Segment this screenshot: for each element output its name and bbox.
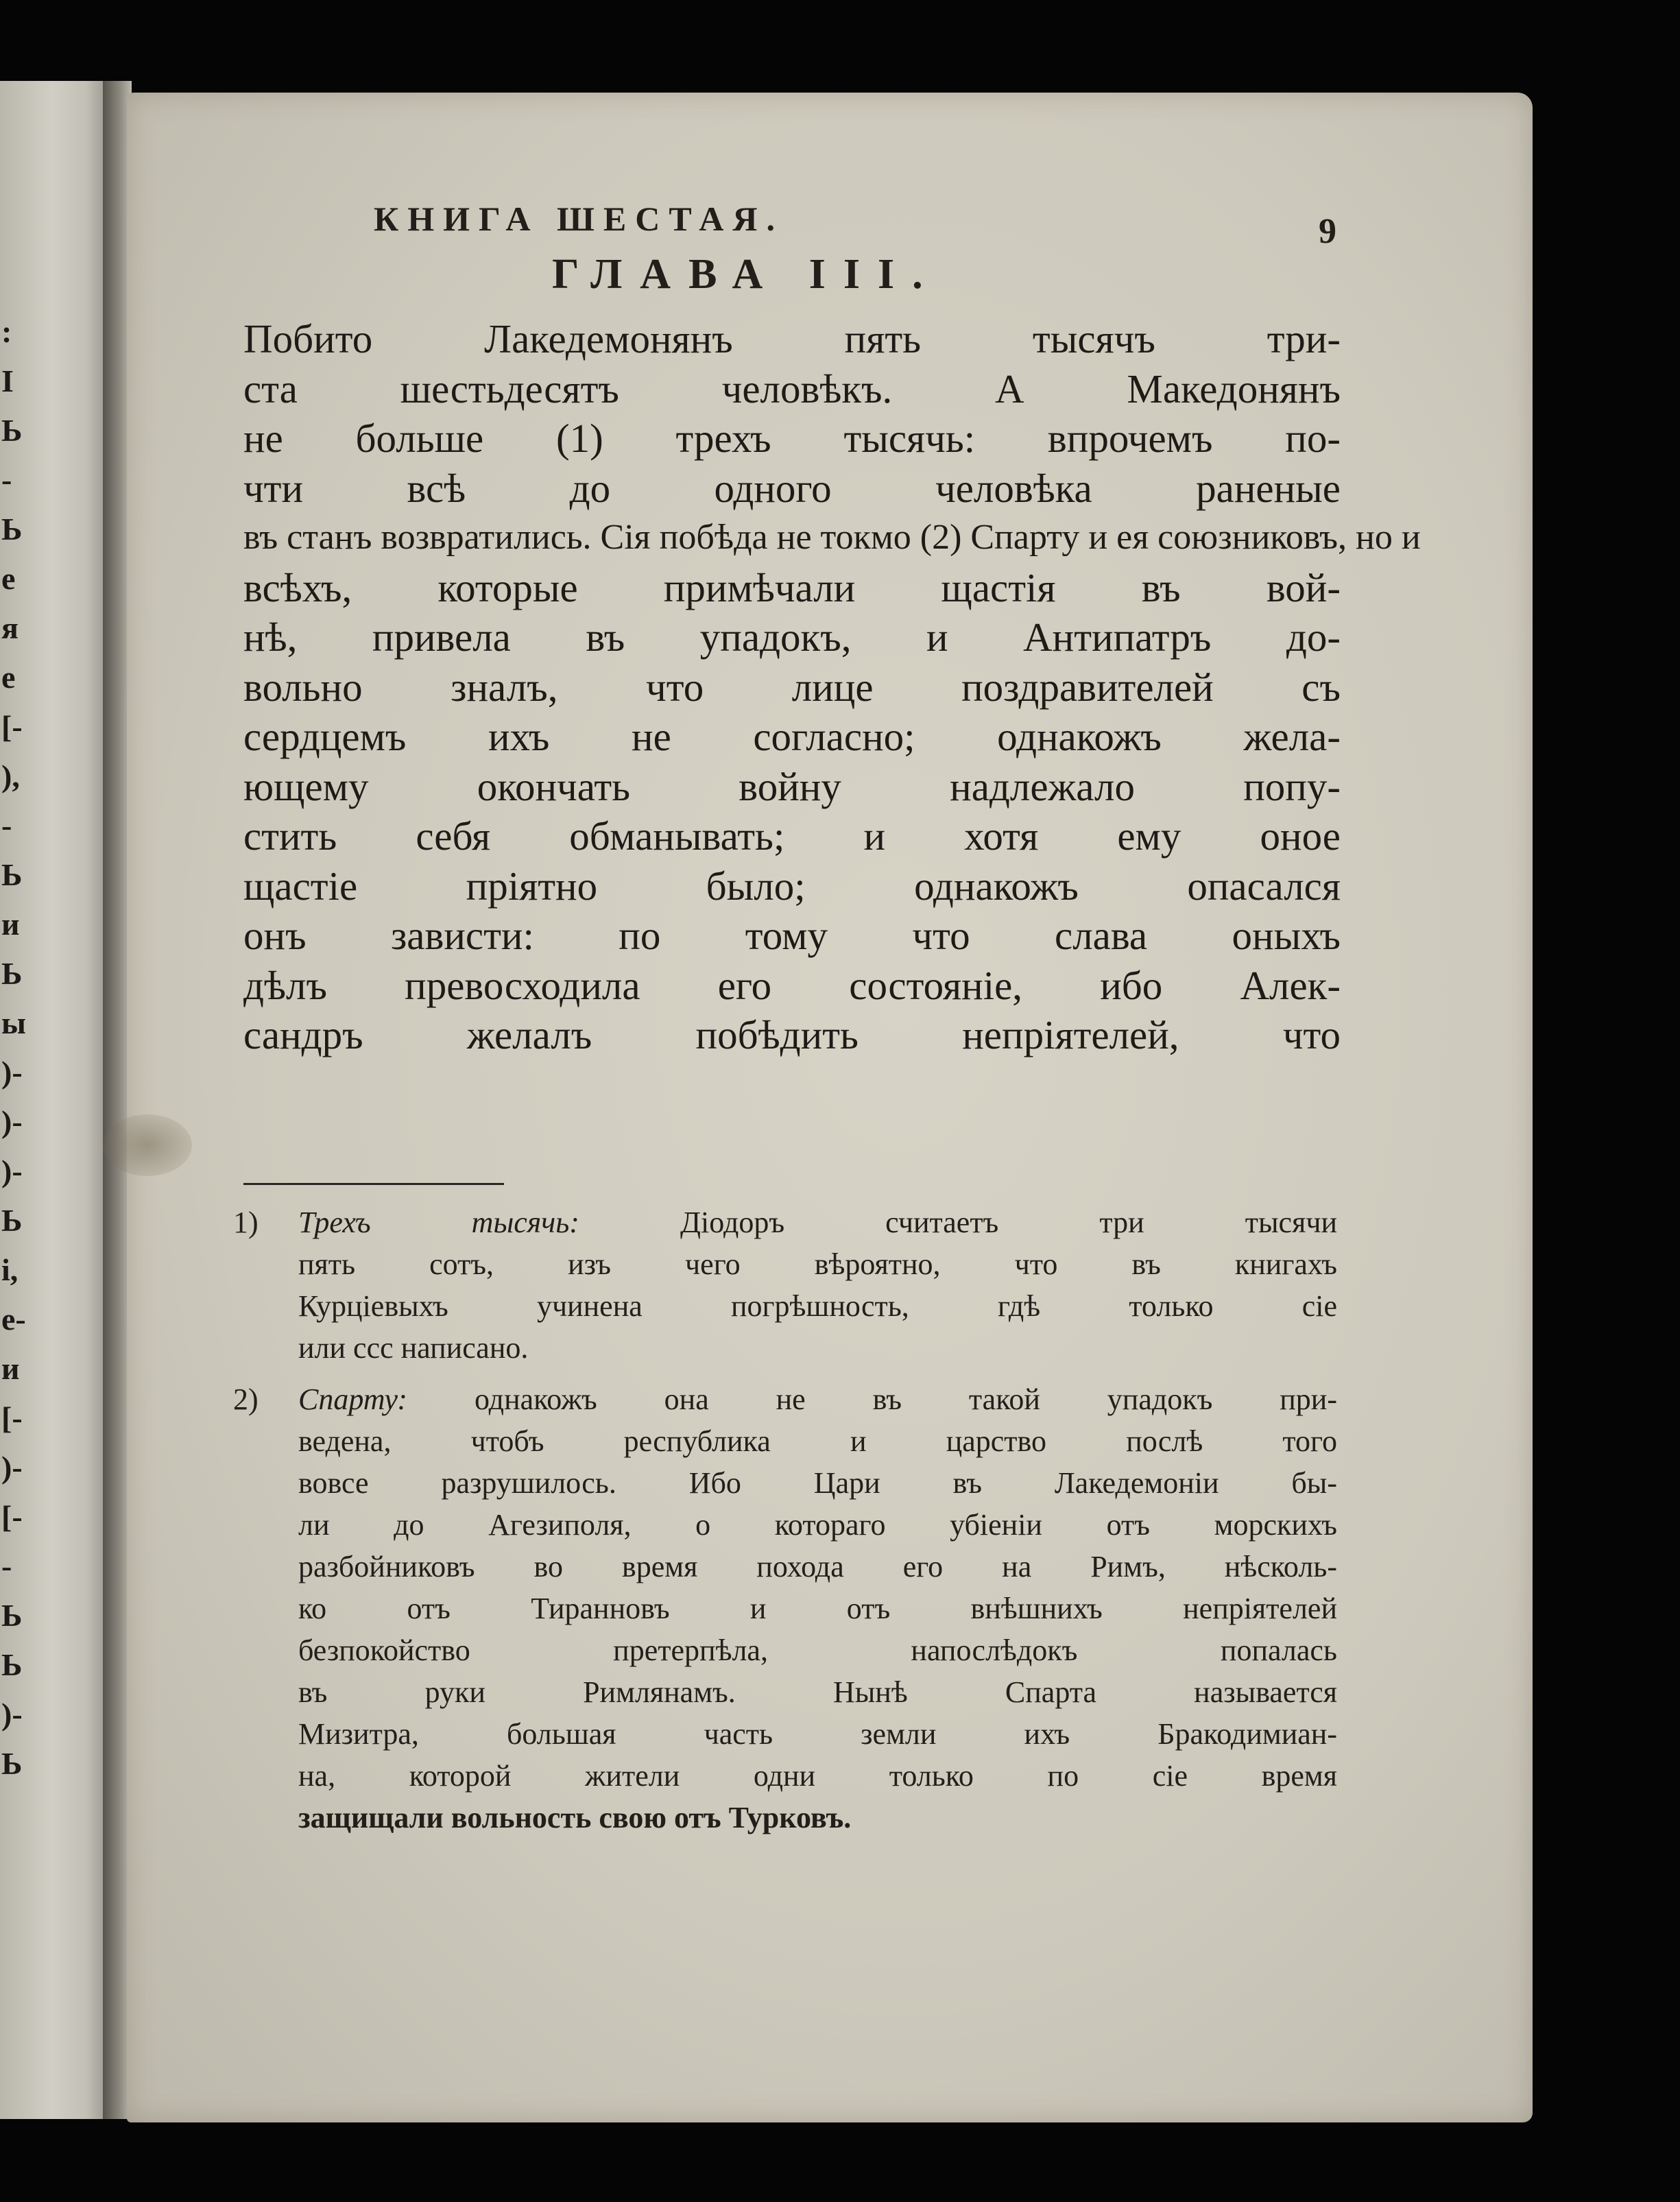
- edge-char: я: [1, 610, 19, 645]
- text-line: Побито Лакедемонянъ пять тысячъ три-: [243, 316, 1341, 361]
- footnote-number: 1): [233, 1206, 259, 1239]
- edge-char: [-: [1, 709, 23, 744]
- left-page-text-fragments: [0, 307, 27, 1788]
- footnote-1: [233, 1201, 1337, 1369]
- footnote-line: въ руки Римлянамъ. Нынѣ Спарта называется: [298, 1675, 1337, 1709]
- edge-char: е: [1, 561, 16, 596]
- text-line: стить себя обманывать; и хотя ему оное: [243, 813, 1341, 859]
- edge-char: [-: [1, 1400, 23, 1435]
- text-line: онъ зависти: по тому что слава оныхъ: [243, 913, 1341, 958]
- footnote-line: Курціевыхъ учинена погрѣшность, гдѣ только сіе: [298, 1289, 1337, 1323]
- edge-char: )-: [1, 1697, 23, 1732]
- footnote-line: защищали вольность свою отъ Турковъ.: [298, 1801, 852, 1834]
- edge-char: е-: [1, 1302, 26, 1337]
- running-head: КНИГА ШЕСТАЯ.: [374, 200, 784, 238]
- text-line: дѣлъ превосходила его состояніе, ибо Алек-: [243, 962, 1341, 1008]
- paper-stain: [103, 1114, 192, 1176]
- footnote-body: [298, 1378, 1337, 1839]
- edge-char: Ь: [1, 1203, 23, 1238]
- footnote-text: однакожъ она не въ такой упадокъ при-: [474, 1383, 1337, 1416]
- footnote-term: Трехъ тысячь:: [298, 1206, 579, 1239]
- text-line: сандръ желалъ побѣдить непріятелей, что: [243, 1012, 1341, 1057]
- chapter-title: ГЛАВА III.: [552, 251, 941, 298]
- text-line: ста шестьдесятъ человѣкъ. А Македонянъ: [243, 366, 1341, 411]
- edge-char: -: [1, 808, 12, 843]
- edge-char: ы: [1, 1005, 26, 1040]
- footnote-line: на, которой жители одни только по сіе время: [298, 1759, 1337, 1793]
- edge-char: Ь: [1, 413, 23, 448]
- footnote-line: вовсе разрушилось. Ибо Цари въ Лакедемоніи бы-: [298, 1466, 1337, 1500]
- edge-char: е: [1, 660, 16, 695]
- footnote-number: 2): [233, 1383, 259, 1416]
- footnote-line: безпокойство претерпѣла, напослѣдокъ попалась: [298, 1633, 1337, 1667]
- text-line: чти всѣ до одного человѣка раненые: [243, 465, 1341, 511]
- edge-char: )-: [1, 1104, 23, 1139]
- text-line: въ станъ возвратились. Сія побѣда не токмо (2) Спарту и ея союзниковъ, но и: [243, 518, 1421, 557]
- edge-char: Ь: [1, 1746, 23, 1781]
- footnote-line: ко отъ Тиранновъ и отъ внѣшнихъ непріятелей: [298, 1592, 1337, 1625]
- text-line: сердцемъ ихъ не согласно; однакожъ жела-: [243, 714, 1341, 759]
- footnote-divider: [243, 1183, 504, 1185]
- edge-char: Ь: [1, 512, 23, 547]
- footnote-line: или ссс написано.: [298, 1331, 529, 1365]
- footnote-line: разбойниковъ во время похода его на Римъ, нѣсколь-: [298, 1550, 1337, 1583]
- edge-char: Ь: [1, 956, 23, 991]
- footnote-line: ведена, чтобъ республика и царство послѣ того: [298, 1424, 1337, 1458]
- footnote-body: [298, 1201, 1337, 1369]
- text-line: ющему окончать войну надлежало попу-: [243, 763, 1341, 809]
- footnote-text: Діодоръ считаетъ три тысячи: [680, 1206, 1337, 1239]
- edge-char: -: [1, 462, 12, 497]
- page-number: 9: [1319, 212, 1336, 251]
- edge-char: I: [1, 363, 14, 398]
- footnote-line: пять сотъ, изъ чего вѣроятно, что въ книгахъ: [298, 1247, 1337, 1281]
- edge-char: :: [1, 314, 12, 349]
- edge-char: )-: [1, 1055, 23, 1090]
- text-line: щастіе пріятно было; однакожъ опасался: [243, 863, 1341, 909]
- edge-char: и: [1, 1351, 20, 1386]
- footnote-line: [298, 1201, 1337, 1243]
- footnotes: [233, 1201, 1337, 1848]
- edge-char: )-: [1, 1450, 23, 1485]
- edge-char: и: [1, 907, 20, 942]
- main-text: [243, 314, 1421, 1060]
- text-line: не больше (1) трехъ тысячь: впрочемъ по-: [243, 416, 1341, 461]
- left-page-edge: [0, 81, 115, 2119]
- edge-char: ),: [1, 758, 20, 793]
- edge-char: Ь: [1, 1647, 23, 1682]
- edge-char: Ь: [1, 857, 23, 892]
- footnote-line: ли до Агезиполя, о котораго убіеніи отъ морскихъ: [298, 1508, 1337, 1542]
- edge-char: і,: [1, 1252, 19, 1287]
- text-line: вольно зналъ, что лице поздравителей съ: [243, 664, 1341, 710]
- edge-char: )-: [1, 1153, 23, 1188]
- edge-char: [-: [1, 1499, 23, 1534]
- edge-char: Ь: [1, 1598, 23, 1633]
- edge-char: -: [1, 1548, 12, 1583]
- footnote-line: [298, 1378, 1337, 1420]
- footnote-term: Спарту:: [298, 1383, 408, 1416]
- text-line: нѣ, привела въ упадокъ, и Антипатръ до-: [243, 614, 1341, 660]
- text-line: всѣхъ, которые примѣчали щастія въ вой-: [243, 564, 1341, 610]
- footnote-2: [233, 1378, 1337, 1839]
- footnote-line: Мизитра, большая часть земли ихъ Бракодимиан-: [298, 1717, 1337, 1751]
